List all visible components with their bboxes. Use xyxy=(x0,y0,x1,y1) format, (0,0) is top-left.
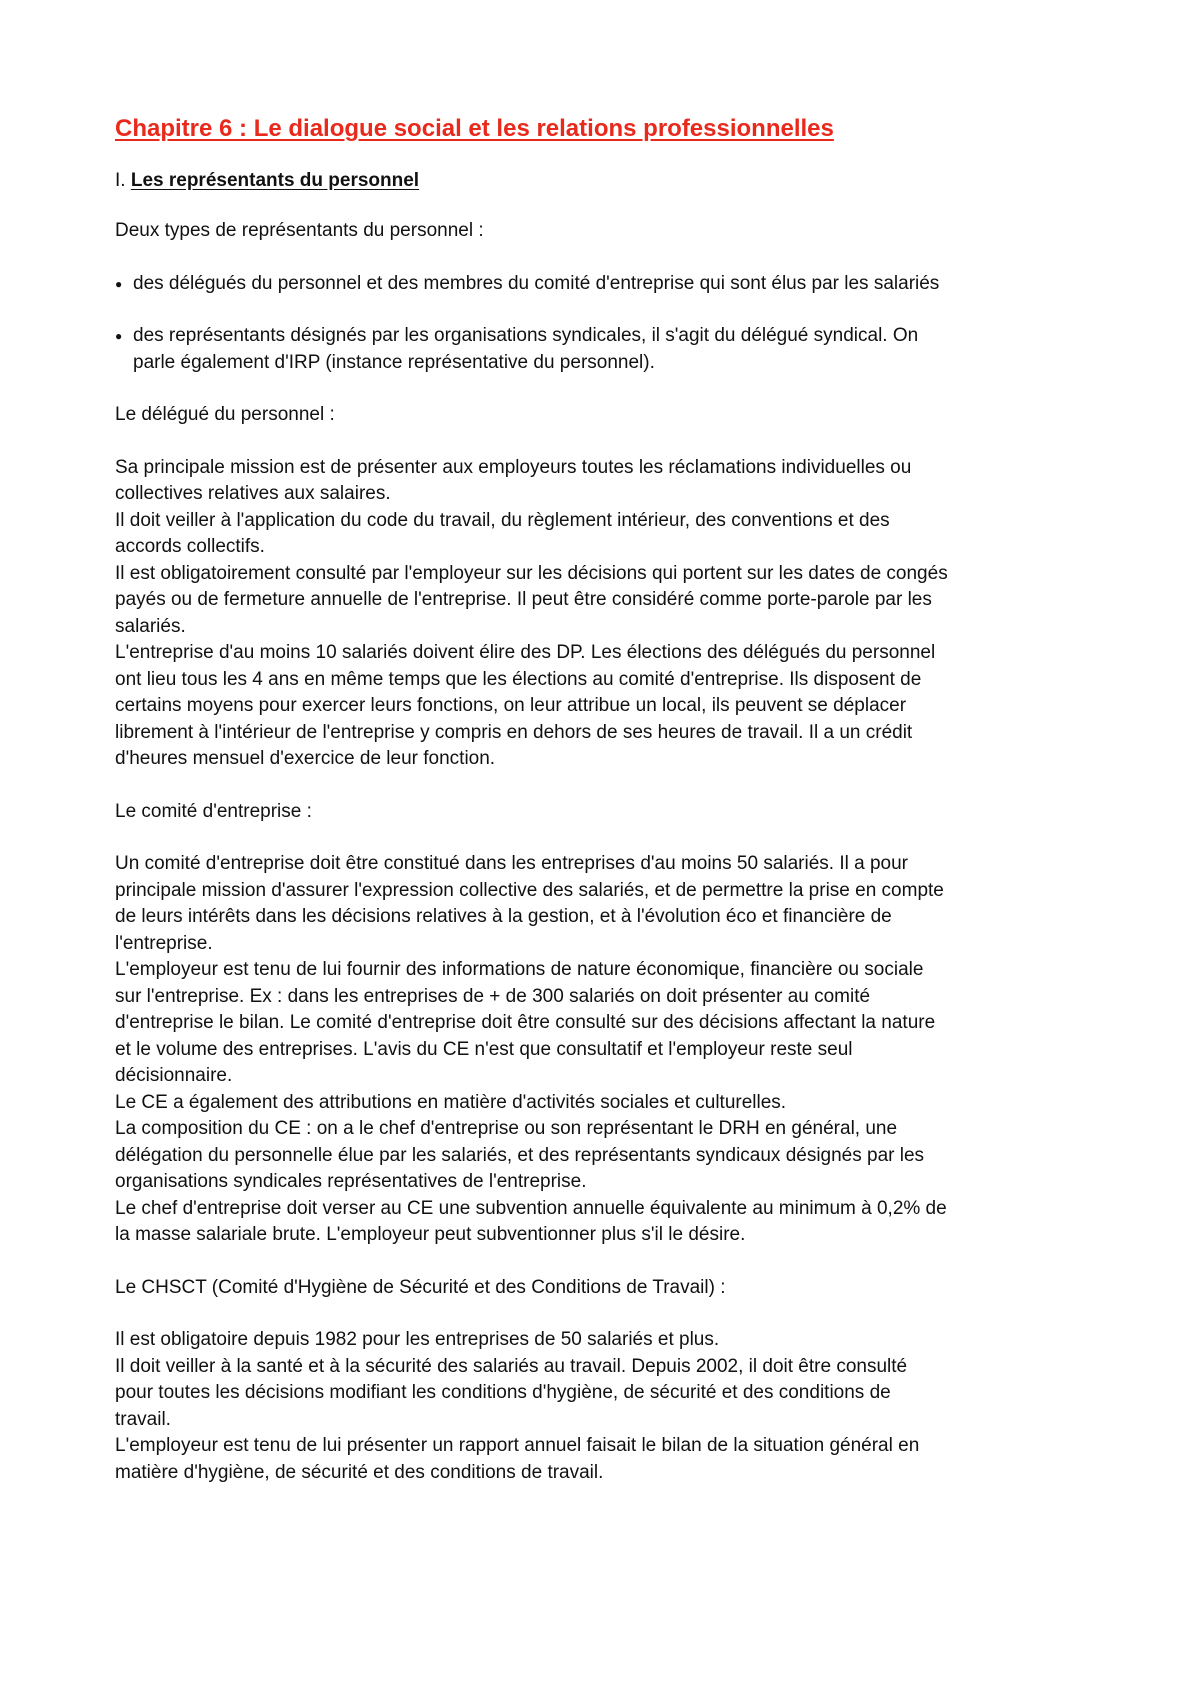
text-line: principale mission d'assurer l'expression collective des salariés, et de permettre la prise en compte xyxy=(115,879,944,901)
chsct-heading: Le CHSCT (Comité d'Hygiène de Sécurité et des Conditions de Travail) : xyxy=(115,1276,726,1298)
text-line: collectives relatives aux salaires. xyxy=(115,483,391,504)
text-line: la masse salariale brute. L'employeur peut subventionner plus s'il le désire. xyxy=(115,1224,746,1245)
text-line: décisionnaire. xyxy=(115,1065,233,1086)
dp-paragraph xyxy=(115,455,1090,773)
list-item-text: parle également d'IRP (instance représentative du personnel). xyxy=(133,351,655,373)
ce-paragraph xyxy=(115,851,1090,1249)
list-item-text: des représentants désignés par les organisations syndicales, il s'agit du délégué syndical. On xyxy=(133,325,919,346)
section-number: I. xyxy=(115,170,126,191)
list-item-text: des délégués du personnel et des membres du comité d'entreprise qui sont élus par les salariés xyxy=(133,272,940,294)
text-line: L'employeur est tenu de lui présenter un rapport annuel faisait le bilan de la situation général en xyxy=(115,1435,920,1456)
text-line: Il est obligatoire depuis 1982 pour les entreprises de 50 salariés et plus. xyxy=(115,1329,720,1350)
chsct-paragraph xyxy=(115,1327,1090,1486)
text-line: l'entreprise. xyxy=(115,932,213,954)
chapter-title: Chapitre 6 : Le dialogue social et les relations professionnelles xyxy=(115,115,834,142)
text-line: Il doit veiller à l'application du code du travail, du règlement intérieur, des conventions et des xyxy=(115,509,890,531)
text-line: Le CE a également des attributions en matière d'activités sociales et culturelles. xyxy=(115,1091,787,1113)
text-line: accords collectifs. xyxy=(115,536,265,557)
text-line: salariés. xyxy=(115,615,186,637)
representatives-list xyxy=(115,271,1090,377)
text-line: Un comité d'entreprise doit être constitué dans les entreprises d'au moins 50 salariés. Il a pour xyxy=(115,853,908,874)
dp-heading: Le délégué du personnel : xyxy=(115,404,335,425)
text-line: matière d'hygiène, de sécurité et des conditions de travail. xyxy=(115,1461,604,1483)
text-line: L'employeur est tenu de lui fournir des informations de nature économique, financière ou sociale xyxy=(115,959,924,980)
section-heading xyxy=(115,168,1090,194)
text-line: pour toutes les décisions modifiant les conditions d'hygiène, de sécurité et des conditions de xyxy=(115,1382,891,1403)
text-line: L'entreprise d'au moins 10 salariés doivent élire des DP. Les élections des délégués du personnel xyxy=(115,642,936,663)
text-line: délégation du personnelle élue par les salariés, et des représentants syndicaux désignés par les xyxy=(115,1144,925,1166)
text-line: organisations syndicales représentatives de l'entreprise. xyxy=(115,1171,587,1192)
text-line: Il doit veiller à la santé et à la sécurité des salariés au travail. Depuis 2002, il doit être consulté xyxy=(115,1355,908,1377)
text-line: travail. xyxy=(115,1408,171,1430)
bullet-icon: ● xyxy=(115,329,123,343)
ce-heading: Le comité d'entreprise : xyxy=(115,800,312,822)
bullet-icon: ● xyxy=(115,276,123,291)
text-line: d'entreprise le bilan. Le comité d'entreprise doit être consulté sur des décisions affectant la nature xyxy=(115,1012,936,1033)
text-line: et le volume des entreprises. L'avis du CE n'est que consultatif et l'employeur reste seul xyxy=(115,1038,853,1060)
text-line: librement à l'intérieur de l'entreprise y compris en dehors de ses heures de travail. Il a un crédit xyxy=(115,721,913,743)
text-line: La composition du CE : on a le chef d'entreprise ou son représentant le DRH en général, une xyxy=(115,1118,898,1139)
text-line: payés ou de fermeture annuelle de l'entreprise. Il peut être considéré comme porte-parole par les xyxy=(115,589,932,610)
text-line: certains moyens pour exercer leurs fonctions, on leur attribue un local, ils peuvent se déplacer xyxy=(115,695,907,716)
list-item xyxy=(115,323,1090,376)
list-item xyxy=(115,271,1090,298)
document-page xyxy=(115,112,1090,1512)
text-line: Sa principale mission est de présenter aux employeurs toutes les réclamations individuelles ou xyxy=(115,456,912,478)
text-line: Le chef d'entreprise doit verser au CE une subvention annuelle équivalente au minimum à 0,2% de xyxy=(115,1197,947,1219)
text-line: de leurs intérêts dans les décisions relatives à la gestion, et à l'évolution éco et financière de xyxy=(115,906,892,927)
text-line: ont lieu tous les 4 ans en même temps que les élections au comité d'entreprise. Ils disposent de xyxy=(115,668,922,690)
text-line: d'heures mensuel d'exercice de leur fonction. xyxy=(115,748,496,769)
text-line: Il est obligatoirement consulté par l'employeur sur les décisions qui portent sur les dates de congés xyxy=(115,562,948,584)
section-title: Les représentants du personnel xyxy=(130,170,420,191)
intro-text: Deux types de représentants du personnel : xyxy=(115,220,484,241)
text-line: sur l'entreprise. Ex : dans les entreprises de + de 300 salariés on doit présenter au comité xyxy=(115,985,871,1007)
